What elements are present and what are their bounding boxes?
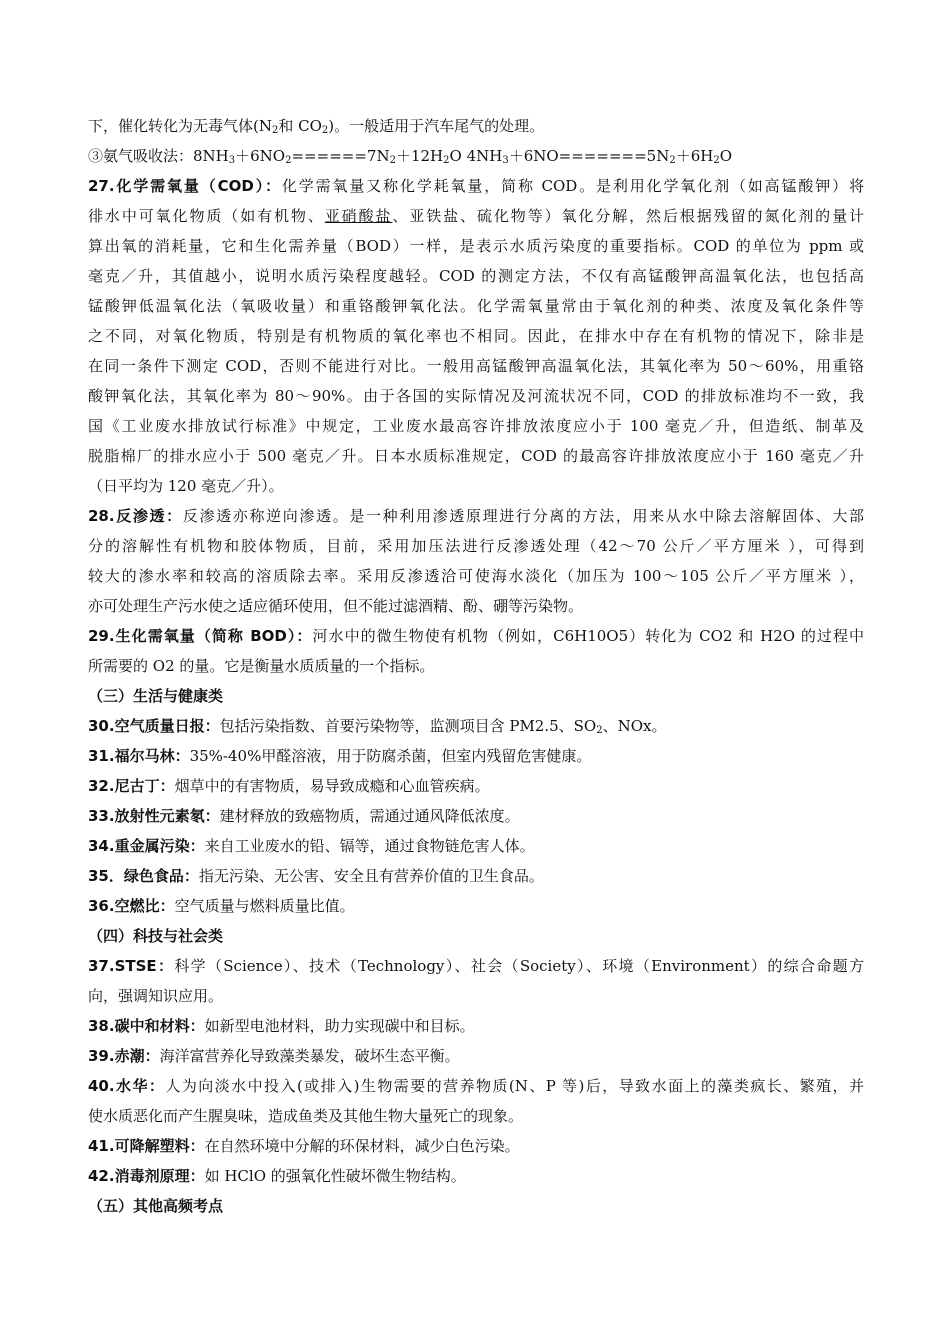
list-item: 34.重金属污染：来自工业废水的铅、镉等，通过食物链危害人体。 [88,837,535,855]
term-bod: 29.生化需氧量（简称 BOD）： [88,627,313,645]
list-item: 36.空燃比：空气质量与燃料质量比值。 [88,897,355,915]
list-item: 31.福尔马林：35%-40%甲醛溶液，用于防腐杀菌，但室内残留危害健康。 [88,747,592,765]
section-heading-other: （五）其他高频考点 [88,1197,224,1215]
cod-paragraph-line: （日平均为 120 毫克／升）。 [88,477,284,495]
cod-paragraph-line: 毫克／升，其值越小，说明水质污染程度越轻。COD 的测定方法，不仅有高锰酸钾高温氧化法，也包括高 [88,267,864,285]
list-item: 35．绿色食品：指无污染、无公害、安全且有营养价值的卫生食品。 [88,867,544,885]
list-item: 使水质恶化而产生腥臭味，造成鱼类及其他生物大量死亡的现象。 [88,1107,524,1125]
cod-paragraph-line: 锰酸钾低温氧化法（氧吸收量）和重铬酸钾氧化法。化学需氧量常由于氧化剂的种类、浓度及氧化条件等 [88,297,864,315]
section-heading-life-health: （三）生活与健康类 [88,687,224,705]
term-reverse-osmosis: 28.反渗透： [88,507,183,525]
list-item: 32.尼古丁：烟草中的有害物质，易导致成瘾和心血管疾病。 [88,777,490,795]
cod-paragraph-line: 在同一条件下测定 COD，否则不能进行对比。一般用高锰酸钾高温氧化法，其氧化率为 50～60%，用重铬 [88,357,864,375]
reverse-osmosis-line: 28.反渗透：反渗透亦称逆向渗透。是一种利用渗透原理进行分离的方法，用来从水中除去溶解固体、大部 [88,507,864,525]
bod-line: 所需要的 O2 的量。它是衡量水质质量的一个指标。 [88,657,435,675]
cod-paragraph-line: 酸钾氧化法，其氧化率为 80～90%。由于各国的实际情况及河流状况不同，COD 的排放标准均不一致，我 [88,387,864,405]
list-item: 41.可降解塑料：在自然环境中分解的环保材料，减少白色污染。 [88,1137,520,1155]
reverse-osmosis-line: 分的溶解性有机物和胶体物质，目前，采用加压法进行反渗透处理（42～70 公斤／平方厘米 ），可得到 [88,537,864,555]
list-item: 37.STSE：科学（Science）、技术（Technology）、社会（Society）、环境（Environment）的综合命题方 [88,957,864,975]
list-item: 38.碳中和材料：如新型电池材料，助力实现碳中和目标。 [88,1017,475,1035]
cod-paragraph-line: 27.化学需氧量（COD）：化学需氧量又称化学耗氧量，简称 COD。是利用化学氧化剂（如高锰酸钾）将 [88,177,864,195]
list-item: 42.消毒剂原理：如 HClO 的强氧化性破坏微生物结构。 [88,1167,466,1185]
bod-line: 29.生化需氧量（简称 BOD）：河水中的微生物使有机物（例如，C6H10O5）转化为 CO2 和 H2O 的过程中 [88,627,864,645]
cod-paragraph-line: 算出氧的消耗量，它和生化需养量（BOD）一样，是表示水质污染度的重要指标。COD 的单位为 ppm 或 [88,237,864,255]
document-body [88,111,864,1221]
reverse-osmosis-line: 较大的渗水率和较高的溶质除去率。采用反渗透洽可使海水淡化（加压为 100～105 公斤／平方厘米 ）， [88,567,864,585]
list-item: 39.赤潮：海洋富营养化导致藻类暴发，破坏生态平衡。 [88,1047,460,1065]
cod-paragraph-line: 徘水中可氧化物质（如有机物、亚硝酸盐、亚铁盐、硫化物等）氧化分解，然后根据残留的氮化剂的量计 [88,207,864,225]
list-item: 33.放射性元素氡：建材释放的致癌物质，需通过通风降低浓度。 [88,807,520,825]
list-item: 40.水华：人为向淡水中投入(或排入)生物需要的营养物质(N、P 等)后，导致水面上的藻类疯长、繁殖，并 [88,1077,864,1095]
ammonia-absorption-equation: ③氨气吸收法：$8NH_3+6NO_2======7N_2+12H_2O$ $4NH_3+6NO=======5N_2+6H_2O$ [88,147,733,166]
paragraph-line: 下，催化转化为无毒气体($N_2$和 $CO_2$)。一般适用于汽车尾气的处理。 [88,117,545,136]
cod-paragraph-line: 之不同，对氧化物质，特别是有机物质的氧化率也不相同。因此，在排水中存在有机物的情况下，除非是 [88,327,864,345]
cod-paragraph-line: 国《工业废水排放试行标准》中规定，工业废水最高容许排放浓度应小于 100 毫克／升，但造纸、制革及 [88,417,864,435]
cod-paragraph-line: 脱脂棉厂的排水应小于 500 毫克／升。日本水质标准规定，COD 的最高容许排放浓度应小于 160 毫克／升 [88,447,864,465]
list-item: 30.空气质量日报：包括污染指数、首要污染物等，监测项目含 PM2.5、$SO_2$、NOx。 [88,717,667,736]
section-heading-tech-society: （四）科技与社会类 [88,927,224,945]
term-cod: 27.化学需氧量（COD）： [88,177,282,195]
list-item: 向，强调知识应用。 [88,987,224,1005]
reverse-osmosis-line: 亦可处理生产污水使之适应循环使用，但不能过滤酒精、酚、硼等污染物。 [88,597,584,615]
